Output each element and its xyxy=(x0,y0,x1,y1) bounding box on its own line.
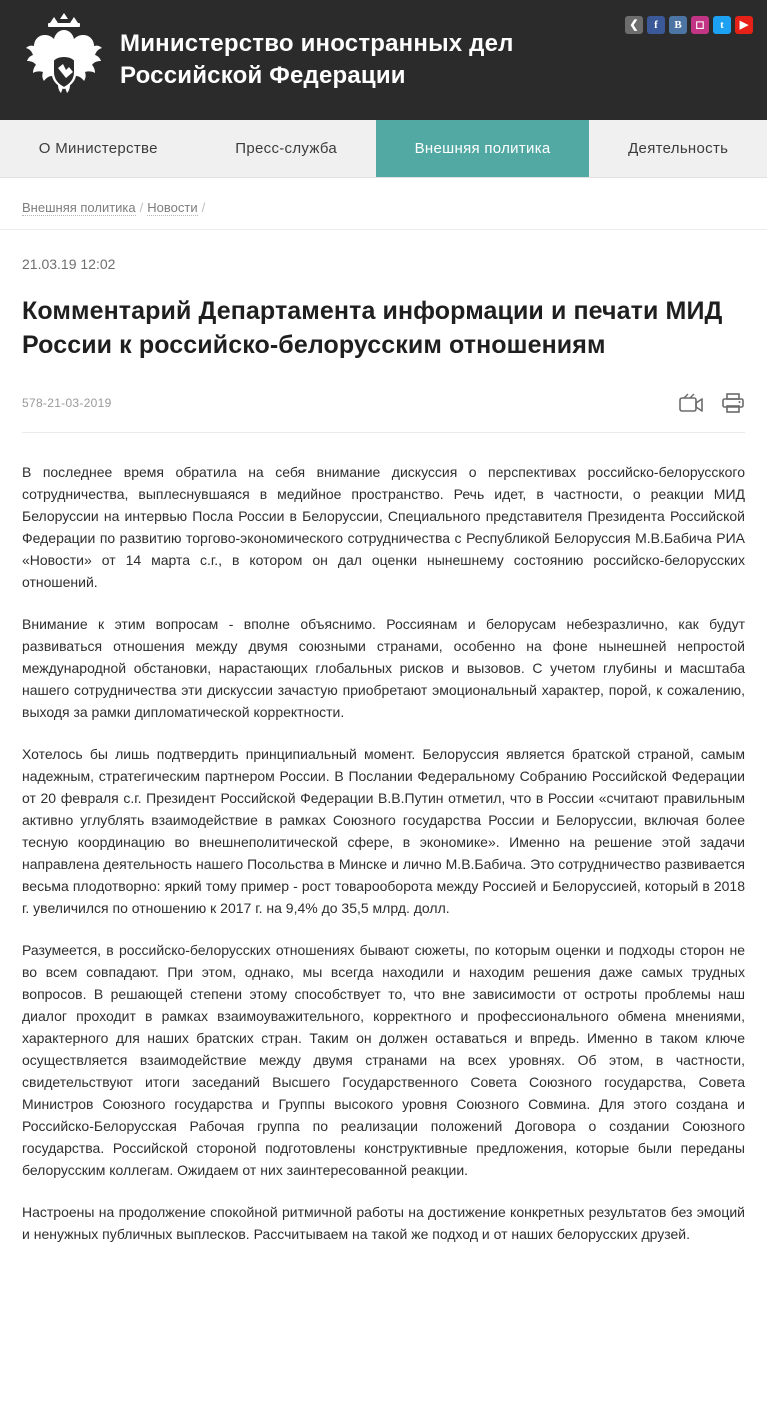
nav-item-foreign-policy[interactable]: Внешняя политика xyxy=(376,120,589,177)
article-paragraph: В последнее время обратила на себя внимание дискуссия о перспективах российско-белорусского сотрудничества, выплеснувшаяся в медийное пространство. Речь идет, в частности, о реакции МИД Белоруссии на интервью Посла России в Белоруссии, Специального представителя Президента Российской Федерации по развитию торгово-экономического сотрудничества с Республикой Белоруссия М.В.Бабича РИА «Новости» от 14 марта с.г., в котором он дал оценки нынешнему состоянию российско-белорусских отношений. xyxy=(22,464,745,590)
site-header xyxy=(0,0,767,120)
nav-item-press[interactable]: Пресс-служба xyxy=(235,140,338,157)
facebook-icon[interactable]: f xyxy=(647,16,665,34)
breadcrumb-separator-2: / xyxy=(201,200,206,215)
article-meta-row xyxy=(22,392,745,433)
social-links xyxy=(625,16,753,34)
youtube-icon[interactable]: ▶ xyxy=(735,16,753,34)
site-title xyxy=(120,28,514,92)
print-icon[interactable] xyxy=(721,392,745,414)
breadcrumb xyxy=(0,178,767,230)
article-paragraph: Внимание к этим вопросам - вполне объяснимо. Россиянам и белорусам небезразлично, как будут развиваться отношения между двумя союзными странами, особенно на фоне нынешней непростой международной обстановки, нарастающих глобальных рисков и вызовов. С учетом глубины и масштаба нашего сотрудничества эти дискуссии зачастую приобретают эмоциональный характер, порой, к сожалению, выходя за рамки дипломатической корректности. xyxy=(22,616,745,720)
article-paragraph: Разумеется, в российско-белорусских отношениях бывают сюжеты, по которым оценки и подходы сторон не во всем совпадают. При этом, однако, мы всегда находили и находим решения даже самых трудных вопросов. В решающей степени этому способствует то, что вне зависимости от остроты проблемы наш диалог проходит в рамках взаимоуважительного, корректного и профессионального обмена мнениями, характерного для наших братских стран. Таким он должен оставаться и впредь. Именно в таком ключе осуществляется взаимодействие между двумя странами на всех уровнях. Об этом, в частности, свидетельствуют итоги заседаний Высшего Государственного Совета Союзного государства, Совета Министров Союзного государства и Группы высокого уровня Союзного Совмина. Для этого создана и Российско-Белорусская Рабочая группа по реализации положений Договора о создании Союзного государства. Российской стороной подготовлены конструктивные предложения, которые были переданы белорусским коллегам. Ожидаем от них заинтересованной реакции. xyxy=(22,942,745,1178)
main-navigation xyxy=(0,120,767,178)
nav-item-about[interactable]: О Министерстве xyxy=(38,140,158,157)
document-id: 578-21-03-2019 xyxy=(22,396,112,410)
twitter-icon[interactable]: t xyxy=(713,16,731,34)
instagram-icon[interactable]: ◻ xyxy=(691,16,709,34)
breadcrumb-separator-1: / xyxy=(139,200,144,215)
breadcrumb-item-news[interactable]: Новости xyxy=(147,200,198,215)
vk-icon[interactable]: B xyxy=(669,16,687,34)
article-date: 21.03.19 12:02 xyxy=(22,256,116,272)
breadcrumb-item-foreign-policy[interactable]: Внешняя политика xyxy=(22,200,136,215)
nav-item-activity[interactable]: Деятельность xyxy=(628,140,729,157)
page-title: Комментарий Департамента информации и печати МИД России к российско-белорусским отношениям xyxy=(22,297,723,359)
article-paragraph: Хотелось бы лишь подтвердить принципиальный момент. Белоруссия является братской страной, самым надежным, стратегическим партнером России. В Послании Федеральному Собранию Российской Федерации от 20 февраля с.г. Президент Российской Федерации В.В.Путин отметил, что в России «считают правильным активно углублять взаимодействие в рамках Союзного государства России и Белоруссии, включая более тесную координацию во внешнеполитической сфере, в экономике». Именно на решение этой задачи направлена деятельность нашего Посольства в Минске и лично М.В.Бабича. Это сотрудничество развивается весьма плодотворно: яркий тому пример - рост товарооборота между Россией и Белоруссией, который в 2018 г. увеличился по отношению к 2017 г. на 9,4% до 35,5 млрд. долл. xyxy=(22,746,745,916)
article xyxy=(0,230,767,1275)
coat-of-arms-icon xyxy=(18,8,110,112)
article-actions xyxy=(679,392,745,414)
site-title-line2: Российской Федерации xyxy=(120,62,406,89)
share-icon[interactable]: ❮ xyxy=(625,16,643,34)
article-body xyxy=(22,433,745,1245)
video-icon[interactable] xyxy=(679,392,703,414)
article-paragraph: Настроены на продолжение спокойной ритмичной работы на достижение конкретных результатов без эмоций и ненужных публичных выплесков. Рассчитываем на такой же подход и от наших белорусских друзей. xyxy=(22,1204,745,1242)
site-title-line1: Министерство иностранных дел xyxy=(120,30,514,57)
